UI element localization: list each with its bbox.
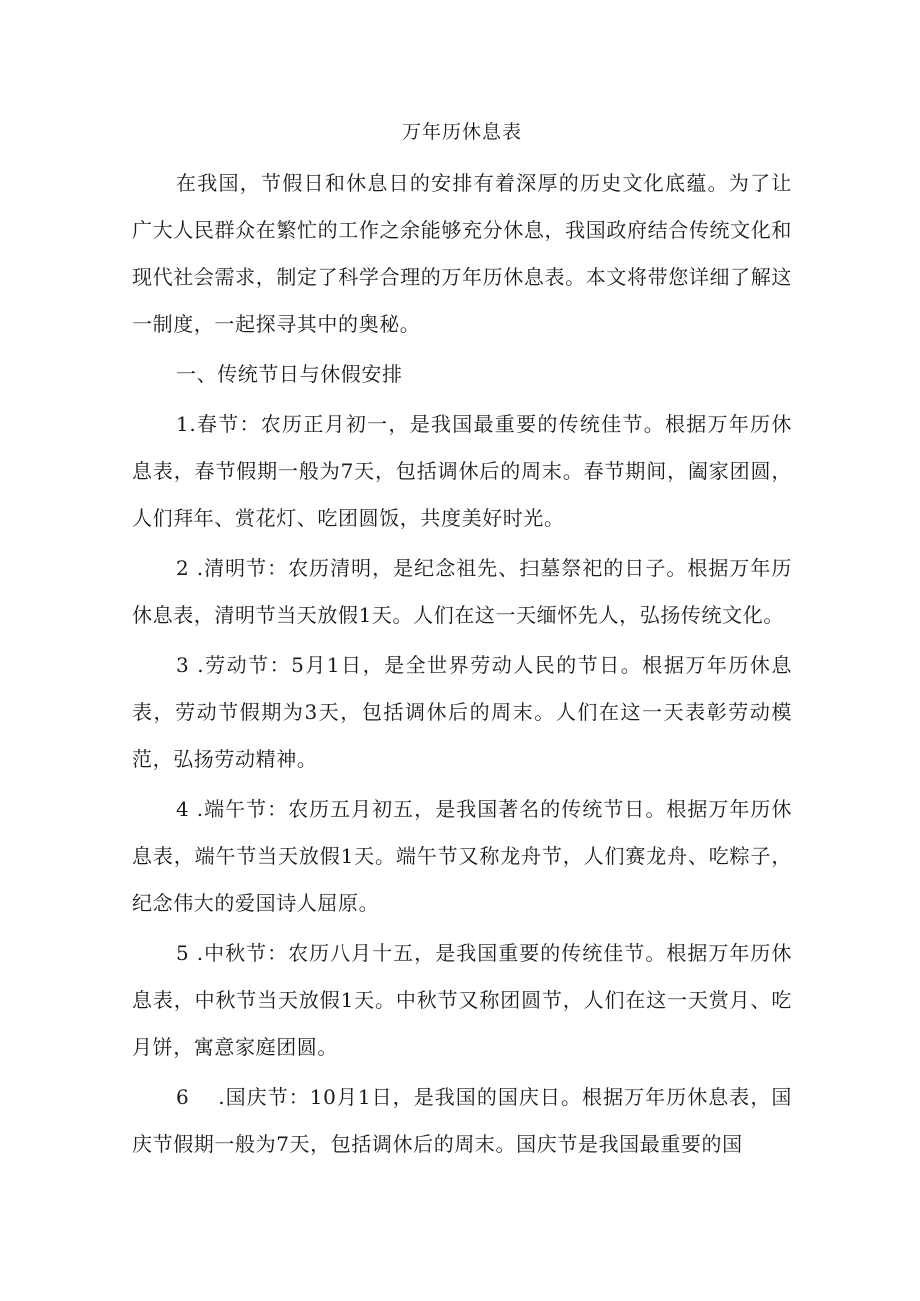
document-body (132, 118, 792, 1171)
list-item-mid-autumn: 5 .中秋节：农历八月十五，是我国重要的传统佳节。根据万年历休息表，中秋节当天放假1天。中秋节又称团圆节，人们在这一天赏月、吃月饼，寓意家庭团圆。 (132, 941, 792, 1059)
document-title: 万年历休息表 (401, 121, 522, 143)
intro-paragraph: 在我国，节假日和休息日的安排有着深厚的历史文化底蕴。为了让广大人民群众在繁忙的工作之余能够充分休息，我国政府结合传统文化和现代社会需求，制定了科学合理的万年历休息表。本文将带您详细了解这一制度，一起探寻其中的奥秘。 (132, 171, 792, 336)
list-item-spring-festival: 1.春节：农历正月初一，是我国最重要的传统佳节。根据万年历休息表，春节假期一般为7天，包括调休后的周末。春节期间，阖家团圆，人们拜年、赏花灯、吃团圆饭，共度美好时光。 (132, 412, 792, 530)
list-item-dragon-boat: 4 .端午节：农历五月初五，是我国著名的传统节日。根据万年历休息表，端午节当天放假1天。端午节又称龙舟节，人们赛龙舟、吃粽子，纪念伟大的爱国诗人屈原。 (132, 797, 792, 915)
list-item-national-day: 6 .国庆节：10月1日，是我国的国庆日。根据万年历休息表，国庆节假期一般为7天，包括调休后的周末。国庆节是我国最重要的国 (132, 1085, 792, 1156)
section-heading: 一、传统节日与休假安排 (176, 362, 403, 386)
list-item-labor-day: 3 .劳动节：5月1日，是全世界劳动人民的节日。根据万年历休息表，劳动节假期为3天，包括调休后的周末。人们在这一天表彰劳动模范，弘扬劳动精神。 (132, 653, 792, 771)
list-item-qingming: 2 .清明节：农历清明，是纪念祖先、扫墓祭祀的日子。根据万年历休息表，清明节当天放假1天。人们在这一天缅怀先人，弘扬传统文化。 (132, 556, 792, 627)
